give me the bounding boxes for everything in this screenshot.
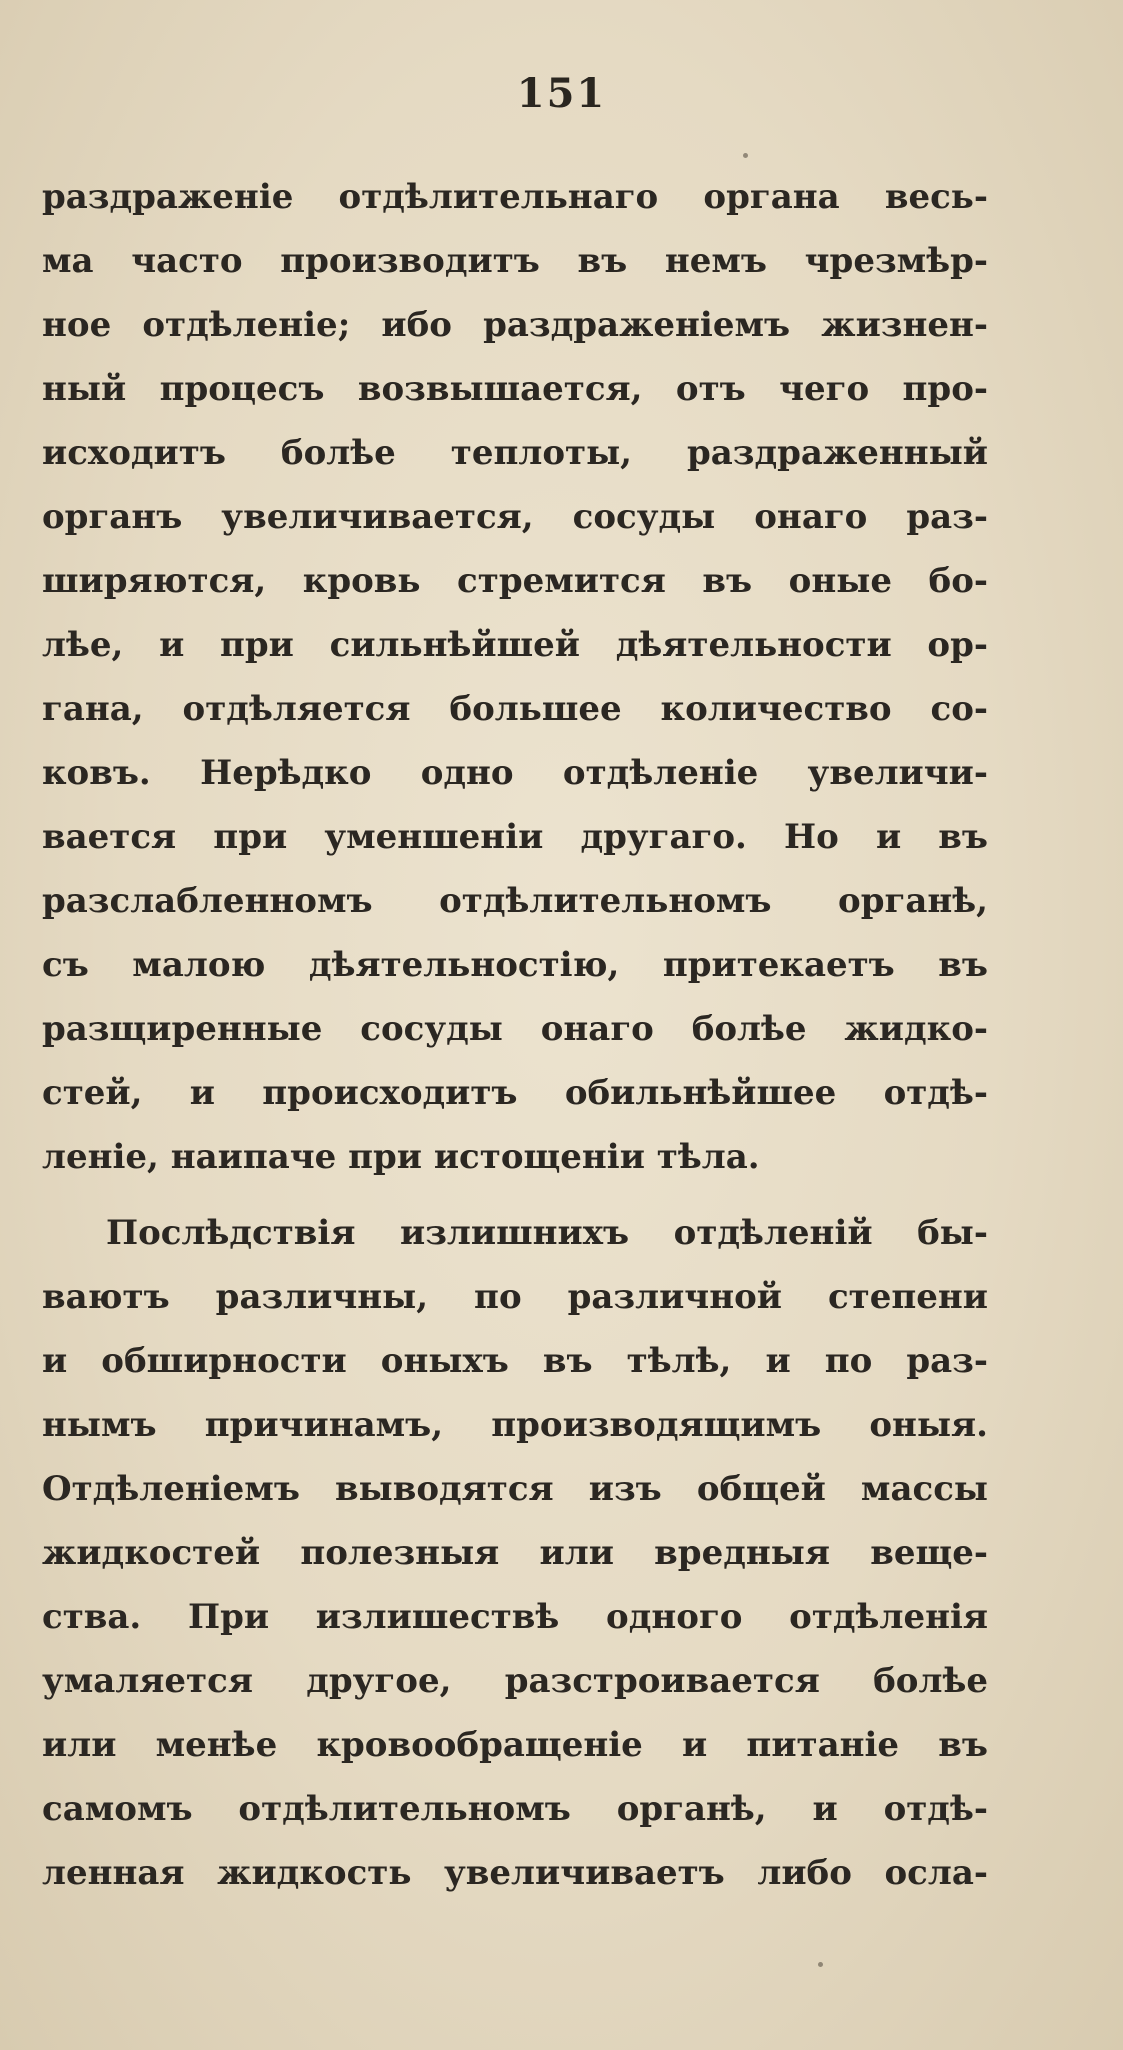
- text-line: вается при уменшеніи другаго. Но и въ: [42, 817, 988, 857]
- text-line: ковъ. Нерѣдко одно отдѣленіе увеличи-: [42, 753, 988, 793]
- text-line: ный процесъ возвышается, отъ чего про-: [42, 369, 988, 409]
- text-line: ное отдѣленіе; ибо раздраженіемъ жизнен-: [42, 305, 988, 345]
- text-line: ленная жидкость увеличиваетъ либо осла-: [42, 1853, 988, 1893]
- text-line: умаляется другое, разстроивается болѣе: [42, 1661, 988, 1701]
- text-line: раздраженіе отдѣлительнаго органа весь-: [42, 177, 988, 217]
- text-line: разщиренные сосуды онаго болѣе жидко-: [42, 1009, 988, 1049]
- text-line: самомъ отдѣлительномъ органѣ, и отдѣ-: [42, 1789, 988, 1829]
- text-line: Отдѣленіемъ выводятся изъ общей массы: [42, 1469, 988, 1509]
- print-speck: [818, 1962, 823, 1967]
- text-line: или менѣе кровообращеніе и питаніе въ: [42, 1725, 988, 1765]
- text-line: исходитъ болѣе теплоты, раздраженный: [42, 433, 988, 473]
- body-text: [42, 165, 988, 1905]
- text-line: стей, и происходитъ обильнѣйшее отдѣ-: [42, 1073, 988, 1113]
- paragraph-gap: [42, 1189, 988, 1201]
- paragraph-2: [42, 1201, 988, 1905]
- text-line: леніе, наипаче при истощеніи тѣла.: [42, 1137, 760, 1177]
- text-line: и обширности оныхъ въ тѣлѣ, и по раз-: [42, 1341, 988, 1381]
- text-line: ширяются, кровь стремится въ оные бо-: [42, 561, 988, 601]
- text-line: жидкостей полезныя или вредныя веще-: [42, 1533, 988, 1573]
- text-line: органъ увеличивается, сосуды онаго раз-: [42, 497, 988, 537]
- text-line: гана, отдѣляется большее количество со-: [42, 689, 988, 729]
- text-line: ваютъ различны, по различной степени: [42, 1277, 988, 1317]
- paragraph-1: [42, 165, 988, 1189]
- text-line: Послѣдствія излишнихъ отдѣленій бы-: [106, 1213, 988, 1253]
- page-number: 151: [516, 70, 607, 117]
- text-line: разслабленномъ отдѣлительномъ органѣ,: [42, 881, 988, 921]
- text-line: съ малою дѣятельностію, притекаетъ въ: [42, 945, 988, 985]
- text-line: ма часто производитъ въ немъ чрезмѣр-: [42, 241, 988, 281]
- text-line: ства. При излишествѣ одного отдѣленія: [42, 1597, 988, 1637]
- text-line: лѣе, и при сильнѣйшей дѣятельности ор-: [42, 625, 988, 665]
- print-speck: [743, 153, 748, 158]
- text-line: нымъ причинамъ, производящимъ оныя.: [42, 1405, 988, 1445]
